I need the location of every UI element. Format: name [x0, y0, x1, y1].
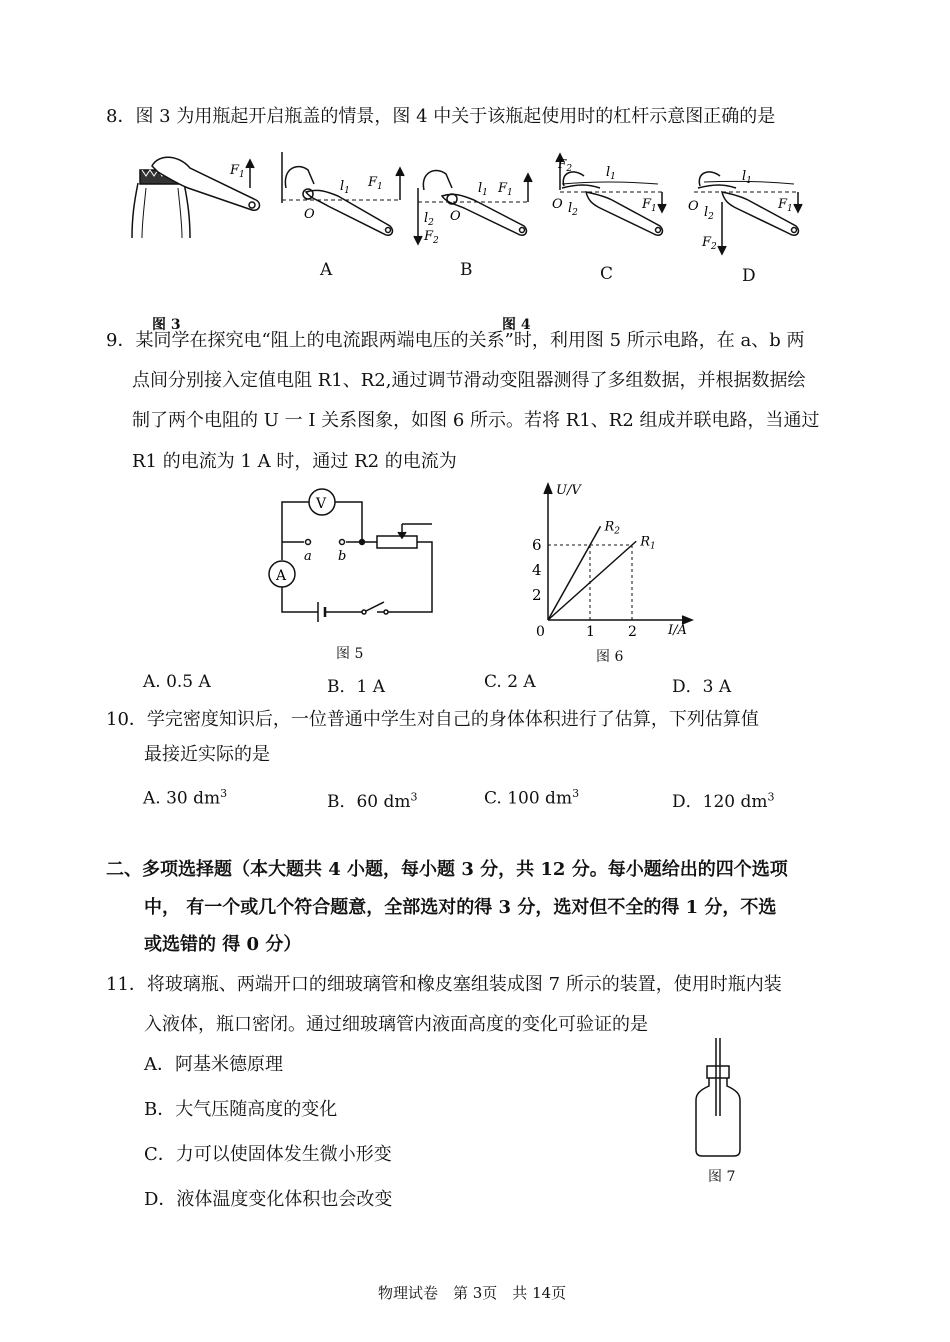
figure-4-panel-c — [548, 146, 674, 246]
q9-option-b[interactable]: B．1 A — [327, 677, 385, 697]
glass-bottle-icon — [696, 1078, 740, 1156]
figure-4-panel-b — [412, 162, 536, 250]
section2-line3: 或选错的 得 0 分） — [144, 934, 302, 955]
q9-number: 9． — [106, 330, 136, 351]
panel-d-l2: $l_2$ — [704, 205, 714, 222]
panel-b-l2: $l_2$ — [424, 211, 434, 228]
panel-c-f2: $F_2$ — [558, 157, 573, 174]
q11-line2: 入液体，瓶口密闭。通过细玻璃管内液面高度的变化可验证的是 — [144, 1014, 648, 1035]
panel-a-label: A — [320, 260, 333, 280]
panel-a-o: O — [304, 207, 315, 222]
ammeter-label: A — [276, 568, 287, 584]
fig5-caption: 图 5 — [336, 646, 364, 662]
figure-7-bottle — [690, 1036, 750, 1158]
y-tick-label-2: 2 — [532, 586, 542, 604]
figure-5-circuit — [262, 480, 442, 618]
q10-option-a[interactable]: A. 30 $dm^3$ — [143, 787, 228, 809]
q9-option-d[interactable]: D．3 A — [672, 677, 732, 697]
x-tick-label-0: 0 — [536, 624, 545, 640]
panel-a-l1: $l_1$ — [340, 179, 350, 196]
fig3-f1-label: $F_1$ — [230, 163, 245, 180]
q11-line1: 11．将玻璃瓶、两端开口的细玻璃管和橡皮塞组装成图 7 所示的装置，使用时瓶内装 — [106, 974, 782, 995]
panel-c-f1: $F_1$ — [642, 197, 657, 214]
y-tick-label-6: 6 — [532, 536, 542, 554]
q10-option-d[interactable]: D．120 $dm^3$ — [672, 790, 775, 812]
y-axis-label: U/V — [556, 483, 581, 498]
panel-d-l1: $l_1$ — [742, 169, 752, 186]
panel-c-l1: $l_1$ — [606, 165, 616, 182]
section2-line1: 二、多项选择题（本大题共 4 小题，每小题 3 分，共 12 分。每小题给出的四个选项 — [106, 859, 788, 880]
panel-d-f1: $F_1$ — [778, 197, 793, 214]
q11-option-d[interactable]: D．液体温度变化体积也会改变 — [144, 1189, 393, 1210]
fig6-caption: 图 6 — [596, 649, 624, 665]
x-axis-label: I/A — [668, 623, 687, 638]
q9-line1: 9．某同学在探究电“阻上的电流跟两端电压的关系”时，利用图 5 所示电路，在 a、b 两 — [106, 330, 805, 351]
panel-b-o: O — [450, 209, 461, 224]
panel-b-f2: $F_2$ — [424, 229, 439, 246]
q8-number: 8． — [106, 106, 136, 127]
figure-3-opener — [128, 148, 268, 238]
panel-d-f2: $F_2$ — [702, 235, 717, 252]
q11-number: 11． — [106, 974, 147, 995]
rheostat-icon — [377, 536, 417, 548]
rubber-stopper-icon — [707, 1066, 729, 1078]
x-tick-label-1: 1 — [586, 624, 595, 640]
panel-b-label: B — [460, 260, 473, 280]
panel-b-l1: $l_1$ — [478, 181, 488, 198]
point-a-label: a — [304, 549, 312, 564]
series-label-r2: $R_2$ — [604, 519, 621, 537]
q9-line2: 点间分别接入定值电阻 R1、R2,通过调节滑动变阻器测得了多组数据，并根据数据绘 — [132, 370, 806, 391]
voltmeter-label: V — [316, 496, 327, 512]
figure-6-chart — [520, 480, 700, 640]
figure-4-panel-a — [278, 148, 406, 248]
page-footer: 物理试卷 第 3页 共 14页 — [378, 1284, 567, 1302]
q11-option-c[interactable]: C．力可以使固体发生微小形变 — [144, 1144, 392, 1165]
series-line-r2 — [548, 526, 601, 620]
q10-number: 10． — [106, 709, 147, 730]
q10-line2: 最接近实际的是 — [144, 744, 270, 765]
fig7-caption: 图 7 — [708, 1169, 736, 1185]
y-tick-label-4: 4 — [532, 561, 542, 579]
panel-c-l2: $l_2$ — [568, 201, 578, 218]
y-axis-arrow-icon — [544, 484, 552, 494]
x-tick-label-2: 2 — [628, 624, 637, 640]
point-b-label: b — [338, 549, 347, 564]
fig4-caption: 图 4 — [502, 317, 531, 333]
q10-option-b[interactable]: B．60 $dm^3$ — [327, 790, 418, 812]
series-line-r1 — [548, 541, 636, 620]
q11-option-b[interactable]: B．大气压随高度的变化 — [144, 1099, 338, 1120]
q11-option-a[interactable]: A．阿基米德原理 — [144, 1054, 283, 1075]
q10-line1: 10．学完密度知识后，一位普通中学生对自己的身体体积进行了估算，下列估算值 — [106, 709, 759, 730]
q8-text: 图 3 为用瓶起开启瓶盖的情景，图 4 中关于该瓶起使用时的杠杆示意图正确的是 — [135, 106, 776, 127]
q10-option-c[interactable]: C. 100 $dm^3$ — [484, 787, 580, 809]
q9-option-a[interactable]: A. 0.5 A — [143, 672, 211, 692]
series-label-r1: $R_1$ — [640, 534, 656, 552]
panel-d-o: O — [688, 199, 699, 214]
q9-option-c[interactable]: C. 2 A — [484, 672, 536, 692]
figure-4-panel-d — [684, 162, 810, 258]
q8-stem — [106, 104, 775, 130]
fig3-caption: 图 3 — [152, 317, 181, 333]
section2-line2: 中， 有一个或几个符合题意，全部选对的得 3 分，选对但不全的得 1 分，不选 — [144, 897, 777, 918]
panel-d-label: D — [742, 266, 756, 286]
panel-a-f1: $F_1$ — [368, 175, 383, 192]
panel-b-f1: $F_1$ — [498, 181, 513, 198]
q9-line4: R1 的电流为 1 A 时，通过 R2 的电流为 — [132, 451, 457, 472]
panel-c-label: C — [600, 264, 614, 284]
panel-c-o: O — [552, 197, 563, 212]
q9-line3: 制了两个电阻的 U 一 I 关系图象，如图 6 所示。若将 R1、R2 组成并联电路，当通过 — [132, 410, 820, 431]
